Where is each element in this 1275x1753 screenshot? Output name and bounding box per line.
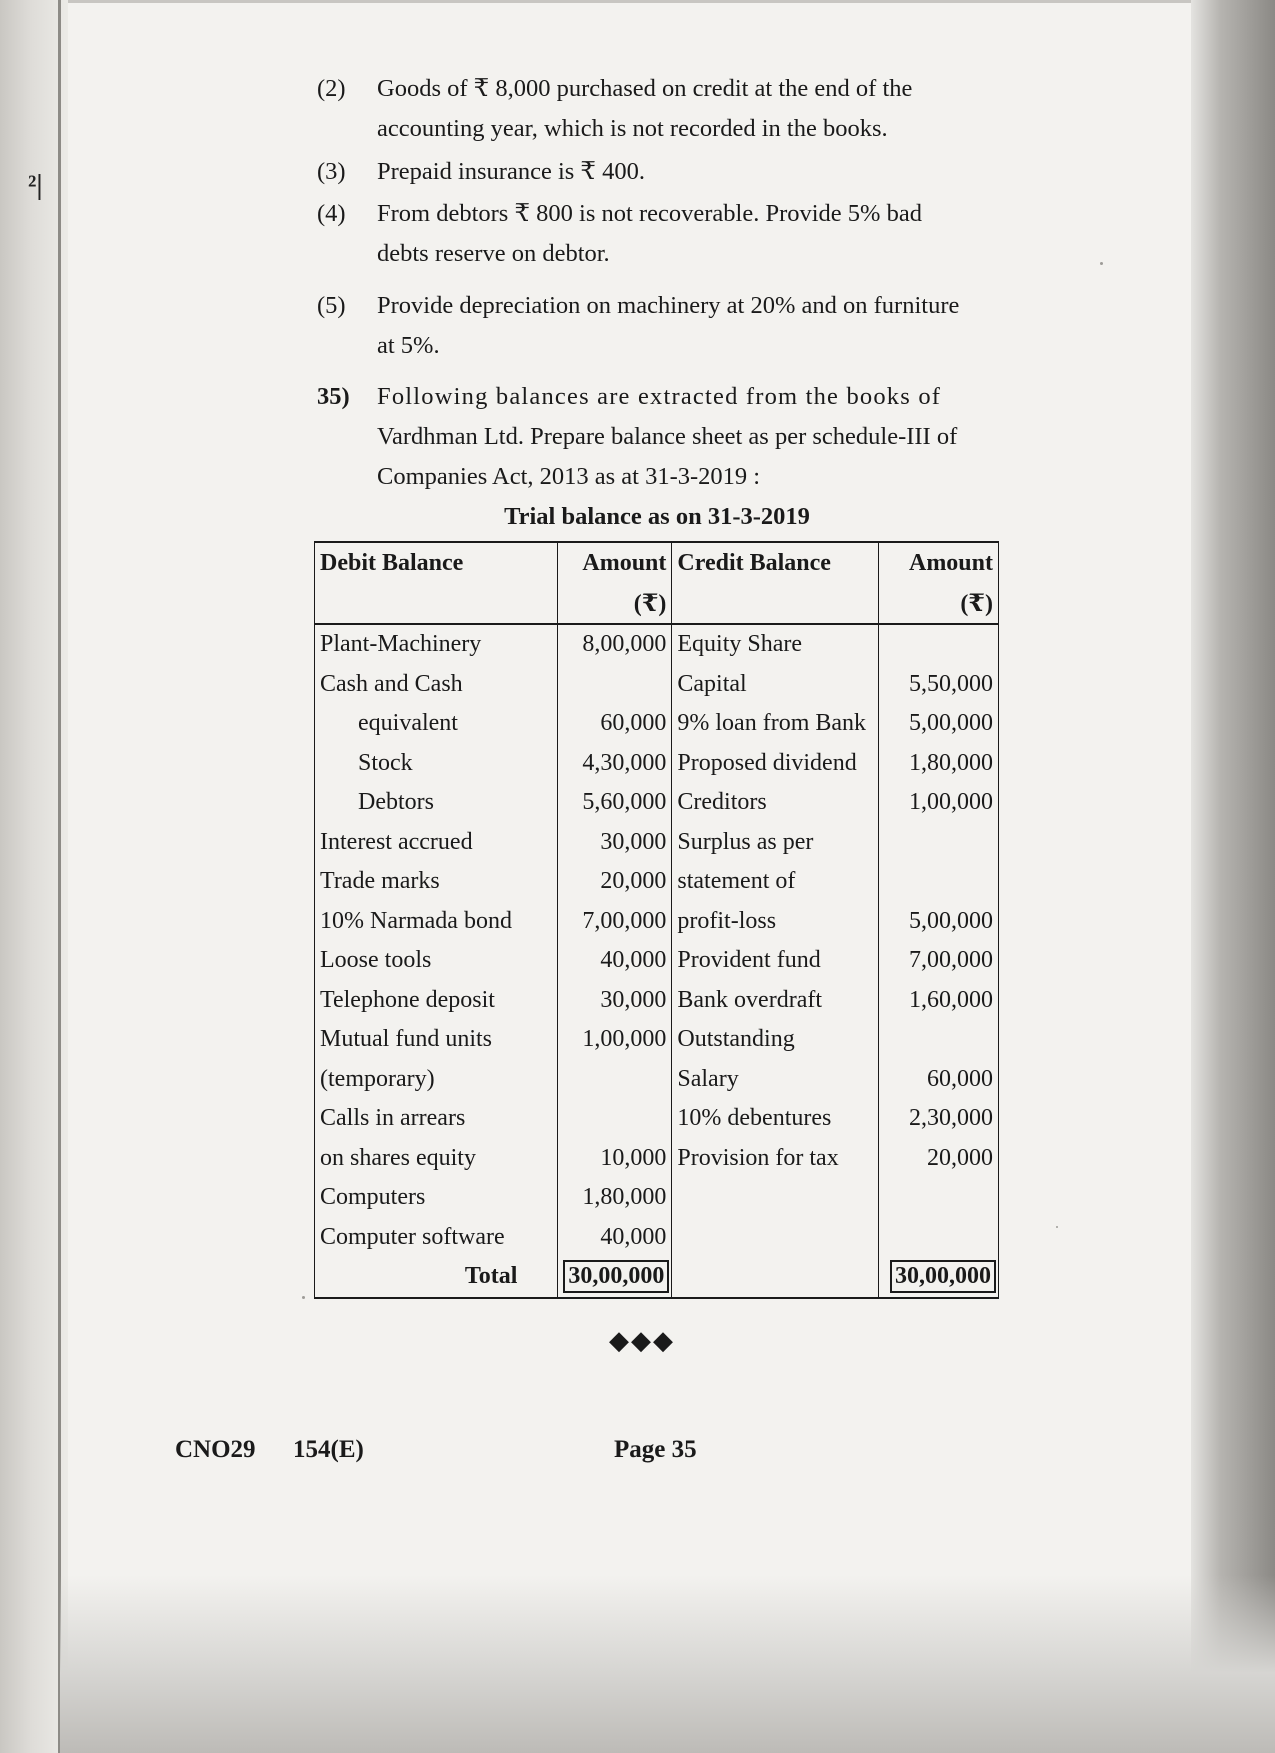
margin-mark: ²|: [28, 170, 43, 201]
table-row: [315, 941, 999, 981]
table-row: [315, 624, 999, 665]
table-total-row: [315, 1257, 999, 1298]
credit-amount: [879, 1020, 999, 1060]
debit-amount: 30,000: [558, 823, 672, 863]
debit-account: Telephone deposit: [315, 981, 558, 1021]
total-credit-cell: [879, 1257, 999, 1298]
credit-amount: 1,80,000: [879, 744, 999, 784]
total-debit: 30,00,000: [563, 1260, 669, 1293]
credit-account: Surplus as per: [672, 823, 879, 863]
debit-account: Plant-Machinery: [315, 624, 558, 665]
text-line: From debtors ₹ 800 is not recoverable. Provide 5% bad: [377, 200, 922, 227]
debit-account: Cash and Cash: [315, 665, 558, 705]
credit-account: profit-loss: [672, 902, 879, 942]
debit-amount: 40,000: [558, 1218, 672, 1258]
credit-account: Proposed dividend: [672, 744, 879, 784]
debit-amount: 8,00,000: [558, 624, 672, 665]
table-row: [315, 862, 999, 902]
question-number: 35): [317, 383, 350, 410]
unit-label: (₹): [879, 583, 999, 624]
debit-amount: 5,60,000: [558, 783, 672, 823]
text-line: Prepaid insurance is ₹ 400.: [377, 158, 646, 185]
credit-account: [672, 1218, 879, 1258]
table-row: [315, 744, 999, 784]
debit-account: Loose tools: [315, 941, 558, 981]
debit-account: Trade marks: [315, 862, 558, 902]
credit-amount: 5,50,000: [879, 665, 999, 705]
debit-account: on shares equity: [315, 1139, 558, 1179]
text-line: Provide depreciation on machinery at 20% and on furniture: [377, 292, 960, 319]
right-page-shadow: [1191, 0, 1275, 1753]
credit-amount: 5,00,000: [879, 704, 999, 744]
debit-amount: 40,000: [558, 941, 672, 981]
debit-amount: 7,00,000: [558, 902, 672, 942]
text-line: accounting year, which is not recorded in the books.: [377, 115, 888, 142]
question-number: (5): [317, 292, 346, 319]
footer-paper: 154(E): [293, 1436, 364, 1463]
credit-account: Capital: [672, 665, 879, 705]
table-row: [315, 1218, 999, 1258]
total-label: Total: [315, 1257, 558, 1298]
text-line: Vardhman Ltd. Prepare balance sheet as per schedule-III of: [377, 423, 958, 450]
credit-account: Outstanding: [672, 1020, 879, 1060]
dust-speck: [302, 1296, 305, 1299]
table-row: [315, 981, 999, 1021]
credit-account: Equity Share: [672, 624, 879, 665]
table-header-row: [315, 542, 999, 583]
credit-amount: [879, 1178, 999, 1218]
trial-balance-table: [314, 541, 999, 1299]
footer-page: Page 35: [614, 1436, 697, 1463]
debit-account: Stock: [315, 744, 558, 784]
question-text: [377, 194, 997, 274]
credit-account: Provident fund: [672, 941, 879, 981]
credit-account: statement of: [672, 862, 879, 902]
dust-speck: [1100, 262, 1103, 265]
debit-amount: 1,00,000: [558, 1020, 672, 1060]
question-text: [377, 377, 997, 497]
debit-account: 10% Narmada bond: [315, 902, 558, 942]
table-row: [315, 1060, 999, 1100]
question-number: (2): [317, 75, 346, 102]
ornament: ◆◆◆: [609, 1326, 675, 1355]
credit-amount: 1,00,000: [879, 783, 999, 823]
debit-amount: [558, 1099, 672, 1139]
credit-amount: [879, 862, 999, 902]
credit-amount: 7,00,000: [879, 941, 999, 981]
table-body: [315, 624, 999, 1257]
table-title: Trial balance as on 31-3-2019: [504, 503, 810, 530]
amount-header: Amount: [558, 542, 672, 583]
question-text: [377, 286, 997, 366]
dust-speck: [1056, 1226, 1058, 1228]
bottom-page-shadow: [60, 1575, 1275, 1753]
question-text: [377, 152, 997, 192]
total-debit-cell: [558, 1257, 672, 1298]
debit-amount: 10,000: [558, 1139, 672, 1179]
credit-account: 9% loan from Bank: [672, 704, 879, 744]
debit-account: Interest accrued: [315, 823, 558, 863]
table-row: [315, 1099, 999, 1139]
table-row: [315, 902, 999, 942]
credit-account: 10% debentures: [672, 1099, 879, 1139]
credit-amount: 60,000: [879, 1060, 999, 1100]
credit-amount: [879, 624, 999, 665]
credit-header: Credit Balance: [672, 542, 879, 583]
unit-label: (₹): [558, 583, 672, 624]
empty-cell: [672, 1257, 879, 1298]
text-line: Goods of ₹ 8,000 purchased on credit at the end of the: [377, 75, 913, 102]
total-credit: 30,00,000: [890, 1260, 996, 1293]
amount-header: Amount: [879, 542, 999, 583]
debit-header: Debit Balance: [315, 542, 558, 583]
table-header-unit-row: [315, 583, 999, 624]
table-row: [315, 823, 999, 863]
debit-account: Computers: [315, 1178, 558, 1218]
credit-account: Creditors: [672, 783, 879, 823]
question-text: [377, 69, 997, 149]
debit-account: Debtors: [315, 783, 558, 823]
debit-amount: [558, 1060, 672, 1100]
credit-amount: [879, 1218, 999, 1258]
credit-account: Bank overdraft: [672, 981, 879, 1021]
binding-line: [58, 0, 61, 1753]
question-number: (4): [317, 200, 346, 227]
debit-amount: 4,30,000: [558, 744, 672, 784]
text-line: debts reserve on debtor.: [377, 240, 610, 267]
table-row: [315, 1139, 999, 1179]
empty-cell: [315, 583, 558, 624]
footer-code: CNO29: [175, 1436, 256, 1463]
credit-account: [672, 1178, 879, 1218]
debit-account: Mutual fund units: [315, 1020, 558, 1060]
debit-account: Calls in arrears: [315, 1099, 558, 1139]
debit-account: Computer software: [315, 1218, 558, 1258]
credit-amount: 2,30,000: [879, 1099, 999, 1139]
debit-account: equivalent: [315, 704, 558, 744]
empty-cell: [672, 583, 879, 624]
debit-account: (temporary): [315, 1060, 558, 1100]
table-row: [315, 704, 999, 744]
table-row: [315, 1178, 999, 1218]
top-edge: [68, 0, 1198, 3]
table-row: [315, 665, 999, 705]
text-line: Following balances are extracted from the books of: [377, 383, 942, 410]
credit-amount: 20,000: [879, 1139, 999, 1179]
debit-amount: 1,80,000: [558, 1178, 672, 1218]
credit-amount: 1,60,000: [879, 981, 999, 1021]
credit-amount: 5,00,000: [879, 902, 999, 942]
credit-amount: [879, 823, 999, 863]
table-row: [315, 783, 999, 823]
question-number: (3): [317, 158, 346, 185]
debit-amount: 20,000: [558, 862, 672, 902]
credit-account: Provision for tax: [672, 1139, 879, 1179]
debit-amount: 30,000: [558, 981, 672, 1021]
text-line: Companies Act, 2013 as at 31-3-2019 :: [377, 463, 761, 490]
debit-amount: [558, 665, 672, 705]
text-line: at 5%.: [377, 332, 440, 359]
debit-amount: 60,000: [558, 704, 672, 744]
credit-account: Salary: [672, 1060, 879, 1100]
table-row: [315, 1020, 999, 1060]
